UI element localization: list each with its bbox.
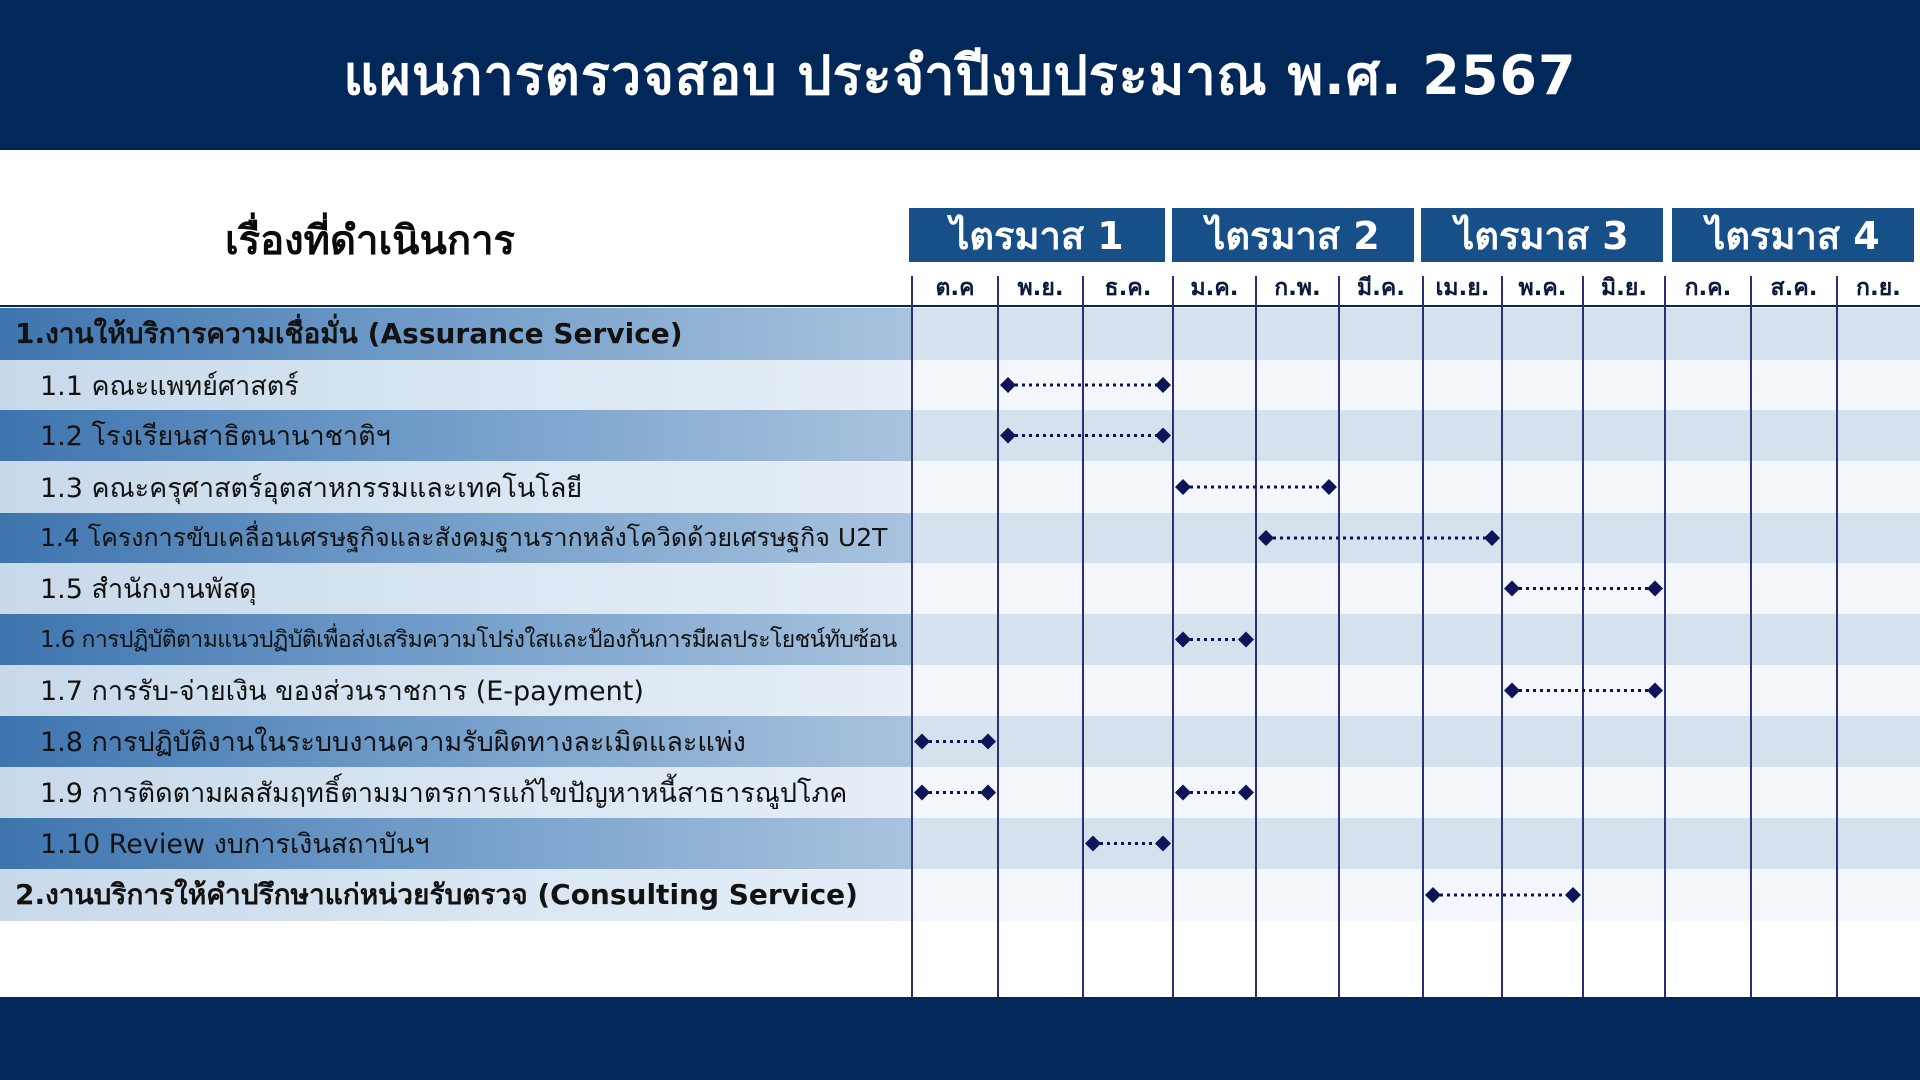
gantt-milestone-diamond <box>1155 377 1171 393</box>
month-header: ก.พ. <box>1274 275 1321 301</box>
gantt-milestone-diamond <box>914 785 930 801</box>
task-row-label: 1.7 การรับ-จ่ายเงิน ของส่วนราชการ (E-payment) <box>0 665 912 716</box>
task-row-label: 1.9 การติดตามผลสัมฤทธิ์ตามมาตรการแก้ไขปัญหาหนี้สาธารณูปโภค <box>0 767 912 818</box>
month-header: ส.ค. <box>1770 275 1818 301</box>
gantt-milestone-diamond <box>980 785 996 801</box>
gantt-milestone-diamond <box>1425 887 1441 903</box>
gantt-milestone-diamond <box>1000 428 1016 444</box>
task-row-label: 1.2 โรงเรียนสาธิตนานาชาติฯ <box>0 410 912 461</box>
month-header: ธ.ค. <box>1104 275 1152 301</box>
month-header: พ.ค. <box>1518 275 1567 301</box>
gantt-milestone-diamond <box>1175 785 1191 801</box>
page-title: แผนการตรวจสอบ ประจำปีงบประมาณ พ.ศ. 2567 <box>343 44 1577 107</box>
task-row-label: 1.3 คณะครุศาสตร์อุตสาหกรรมและเทคโนโลยี <box>0 461 912 513</box>
task-row-label: 1.5 สำนักงานพัสดุ <box>0 563 912 614</box>
quarter-2-header: ไตรมาส 2 <box>1172 208 1414 262</box>
quarter-4-header: ไตรมาส 4 <box>1672 208 1914 262</box>
month-header: ม.ค. <box>1190 275 1239 301</box>
gantt-milestone-diamond <box>1647 581 1663 597</box>
gantt-milestone-diamond <box>1321 479 1337 495</box>
month-header: ก.ย. <box>1856 275 1901 301</box>
task-row-label: 1.8 การปฏิบัติงานในระบบงานความรับผิดทางละเมิดและแพ่ง <box>0 716 912 767</box>
task-row-label: 1.4 โครงการขับเคลื่อนเศรษฐกิจและสังคมฐานรากหลังโควิดด้วยเศรษฐกิจ U2T <box>0 513 912 563</box>
gantt-milestone-diamond <box>1504 581 1520 597</box>
gantt-milestone-diamond <box>1175 632 1191 648</box>
gantt-milestone-diamond <box>1504 683 1520 699</box>
task-row-label: 1.1 คณะแพทย์ศาสตร์ <box>0 360 912 410</box>
gantt-milestone-diamond <box>1647 683 1663 699</box>
quarter-3-header: ไตรมาส 3 <box>1421 208 1663 262</box>
month-header: พ.ย. <box>1017 275 1064 301</box>
month-header: มี.ค. <box>1356 275 1406 301</box>
month-header: ก.ค. <box>1684 275 1732 301</box>
section-row-label: 2.งานบริการให้คำปรึกษาแก่หน่วยรับตรวจ (Consulting Service) <box>0 869 912 921</box>
gantt-milestone-diamond <box>1565 887 1581 903</box>
gantt-milestone-diamond <box>1258 530 1274 546</box>
gantt-milestone-diamond <box>1085 836 1101 852</box>
footer-band <box>0 997 1920 1080</box>
gantt-milestone-diamond <box>1238 632 1254 648</box>
month-header: ต.ค <box>935 275 975 301</box>
subject-column-heading: เรื่องที่ดำเนินการ <box>224 218 516 264</box>
month-header: เม.ย. <box>1435 275 1490 301</box>
gantt-milestone-diamond <box>1238 785 1254 801</box>
gantt-milestone-diamond <box>1000 377 1016 393</box>
task-row-label: 1.6 การปฏิบัติตามแนวปฏิบัติเพื่อส่งเสริมความโปร่งใสและป้องกันการมีผลประโยชน์ทับซ้อน <box>0 614 912 665</box>
gantt-milestone-diamond <box>1155 428 1171 444</box>
task-row-label: 1.10 Review งบการเงินสถาบันฯ <box>0 818 912 869</box>
gantt-milestone-diamond <box>1484 530 1500 546</box>
gantt-milestone-diamond <box>980 734 996 750</box>
gantt-milestone-diamond <box>914 734 930 750</box>
section-row-label: 1.งานให้บริการความเชื่อมั่น (Assurance Service) <box>0 308 912 360</box>
month-header: มิ.ย. <box>1600 275 1648 301</box>
gantt-milestone-diamond <box>1175 479 1191 495</box>
quarter-1-header: ไตรมาส 1 <box>909 208 1165 262</box>
gantt-milestone-diamond <box>1155 836 1171 852</box>
